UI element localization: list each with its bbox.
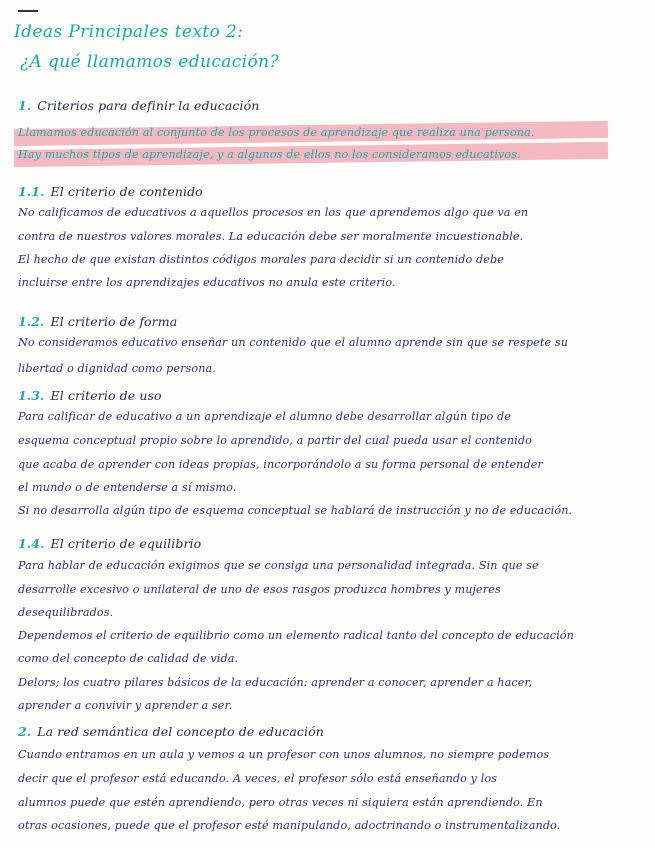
section-heading-1: 1. Criterios para definir la educación xyxy=(18,98,260,113)
section-1-3-line-1: Para calificar de educativo a un aprendizaje el alumno debe desarrollar algún tipo de xyxy=(18,410,511,423)
section-1-3-line-3: que acaba de aprender con ideas propias, incorporándolo a su forma personal de entender xyxy=(18,458,543,471)
section-1-1-line-1: No calificamos de educativos a aquellos procesos en los que aprendemos algo que va en xyxy=(18,206,529,219)
section-1-2-line-2: libertad o dignidad como persona. xyxy=(18,362,216,375)
section-2-line-3: alumnos puede que estén aprendiendo, pero otras veces ni siquiera están aprendiendo. En xyxy=(18,796,543,809)
section-1-3-line-2: esquema conceptual propio sobre lo aprendido, a partir del cual pueda usar el contenido xyxy=(18,434,532,447)
section-2-line-2: decir que el profesor está educando. A veces, el profesor sólo está enseñando y los xyxy=(18,772,498,785)
section-1-line-1: Llamamos educación al conjunto de los procesos de aprendizaje que realiza una persona. xyxy=(18,126,535,139)
section-1-4-line-6: Delors; los cuatro pilares básicos de la educación: aprender a conocer, aprender a hacer, xyxy=(18,676,533,689)
section-heading-1-3: 1.3. El criterio de uso xyxy=(18,388,162,403)
section-heading-2: 2. La red semántica del concepto de educación xyxy=(18,724,324,739)
section-1-4-line-1: Para hablar de educación exigimos que se consiga una personalidad integrada. Sin que se xyxy=(18,559,539,572)
page-title: Ideas Principales texto 2: xyxy=(14,22,244,42)
section-1-4-line-5: como del concepto de calidad de vida. xyxy=(18,652,239,665)
page-subtitle: ¿A qué llamamos educación? xyxy=(20,52,280,72)
section-heading-1-1: 1.1. El criterio de contenido xyxy=(18,184,203,199)
section-heading-1-4: 1.4. El criterio de equilibrio xyxy=(18,536,202,551)
section-2-line-1: Cuando entramos en un aula y vemos a un profesor con unos alumnos, no siempre podemos xyxy=(18,748,550,761)
section-2-line-4: otras ocasiones, puede que el profesor esté manipulando, adoctrinando o instrumentalizando. xyxy=(18,819,561,832)
section-1-1-line-3: El hecho de que existan distintos códigos morales para decidir si un contenido debe xyxy=(18,253,504,266)
section-1-3-line-4: el mundo o de entenderse a sí mismo. xyxy=(18,481,237,494)
section-1-4-line-2: desarrolle excesivo o unilateral de uno de esos rasgos produzca hombres y mujeres xyxy=(18,583,501,596)
section-1-1-line-4: incluirse entre los aprendizajes educativos no anula este criterio. xyxy=(18,276,396,289)
section-1-line-2: Hay muchos tipos de aprendizaje, y a algunos de ellos no los consideramos educativos. xyxy=(18,148,521,161)
section-1-1-line-2: contra de nuestros valores morales. La educación debe ser moralmente incuestionable. xyxy=(18,230,524,243)
top-margin-mark xyxy=(18,10,38,12)
section-heading-1-2: 1.2. El criterio de forma xyxy=(18,314,178,329)
section-1-4-line-7: aprender a convivir y aprender a ser. xyxy=(18,699,233,712)
section-1-3-line-5: Si no desarrolla algún tipo de esquema conceptual se hablará de instrucción y no de educación. xyxy=(18,504,573,517)
section-1-2-line-1: No consideramos educativo enseñar un contenido que el alumno aprende sin que se respete su xyxy=(18,336,569,349)
section-1-4-line-3: desequilibrados. xyxy=(18,606,114,619)
section-1-4-line-4: Dependemos el criterio de equilibrio como un elemento radical tanto del concepto de educación xyxy=(18,629,574,642)
